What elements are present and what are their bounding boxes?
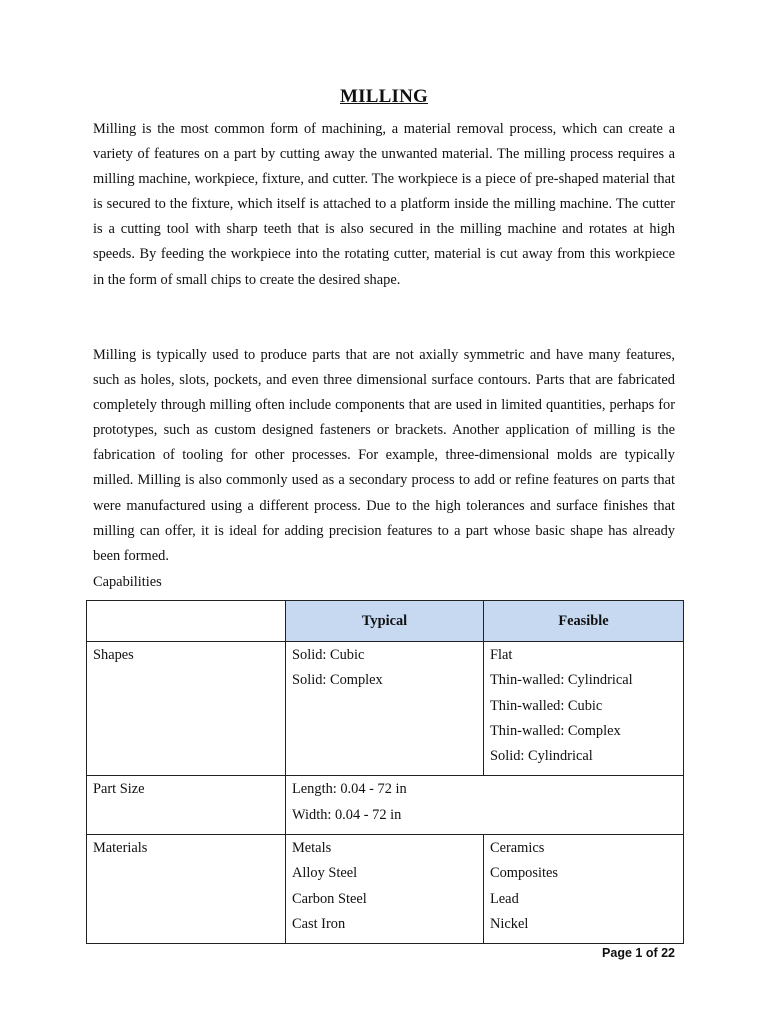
cell-line: Composites [490,865,558,882]
header-blank-cell [87,601,286,642]
cell-line: Ceramics [490,840,545,857]
cell-line: Solid: Cylindrical [490,748,593,765]
shapes-typical-cell [286,642,484,776]
capabilities-table [86,600,684,944]
cell-line: Thin-walled: Complex [490,722,621,739]
table-header-row [87,601,684,642]
cell-line: Solid: Cubic [292,647,365,663]
row-label-materials: Materials [87,835,286,944]
header-typical: Typical [286,601,484,642]
table-row-shapes [87,642,684,776]
row-label-shapes: Shapes [87,642,286,776]
cell-line: Solid: Complex [292,672,383,689]
part-size-typical-cell [286,776,684,835]
cell-line: Alloy Steel [292,865,358,882]
cell-line: Length: 0.04 - 72 in [292,781,407,798]
cell-line: Thin-walled: Cylindrical [490,672,633,689]
cell-line: Lead [490,890,519,907]
materials-feasible-cell [484,835,684,944]
cell-line: Carbon Steel [292,890,367,907]
cell-line: Width: 0.04 - 72 in [292,806,402,823]
cell-line: Flat [490,647,513,663]
cell-line: Nickel [490,915,529,932]
row-label-part-size: Part Size [87,776,286,835]
capabilities-heading: Capabilities [93,574,162,590]
paragraph-applications: Milling is typically used to produce parts that are not axially symmetric and have many features, such as holes, slots, pockets, and even three dimensional surface contours. Parts that are fabricated completely through milling often include components that are used in limited quantities, perhaps for prototypes, such as custom designed fasteners or brackets. Another application of milling is the fabrication of tooling for other processes. For example, three-dimensional molds are typically milled. Milling is also commonly used as a secondary process to add or refine features on parts that were manufactured using a different process. Due to the high tolerances and surface finishes that milling can offer, it is ideal for adding precision features to a part whose basic shape has already been formed. [93,347,675,564]
page-number-footer: Page 1 of 22 [602,946,675,960]
cell-line: Cast Iron [292,915,346,932]
materials-typical-cell [286,835,484,944]
table-row-materials [87,835,684,944]
page-title: MILLING [340,86,428,107]
shapes-feasible-cell [484,642,684,776]
cell-line: Thin-walled: Cubic [490,697,603,714]
paragraph-intro: Milling is the most common form of machining, a material removal process, which can create a variety of features on a part by cutting away the unwanted material. The milling process requires a milling machine, workpiece, fixture, and cutter. The workpiece is a piece of pre-shaped material that is secured to the fixture, which itself is attached to a platform inside the milling machine. The cutter is a cutting tool with sharp teeth that is also secured in the milling machine and rotates at high speeds. By feeding the workpiece into the rotating cutter, material is cut away from this workpiece in the form of small chips to create the desired shape. [93,121,675,288]
header-feasible: Feasible [484,601,684,642]
table-row-part-size [87,776,684,835]
cell-line: Metals [292,840,332,857]
